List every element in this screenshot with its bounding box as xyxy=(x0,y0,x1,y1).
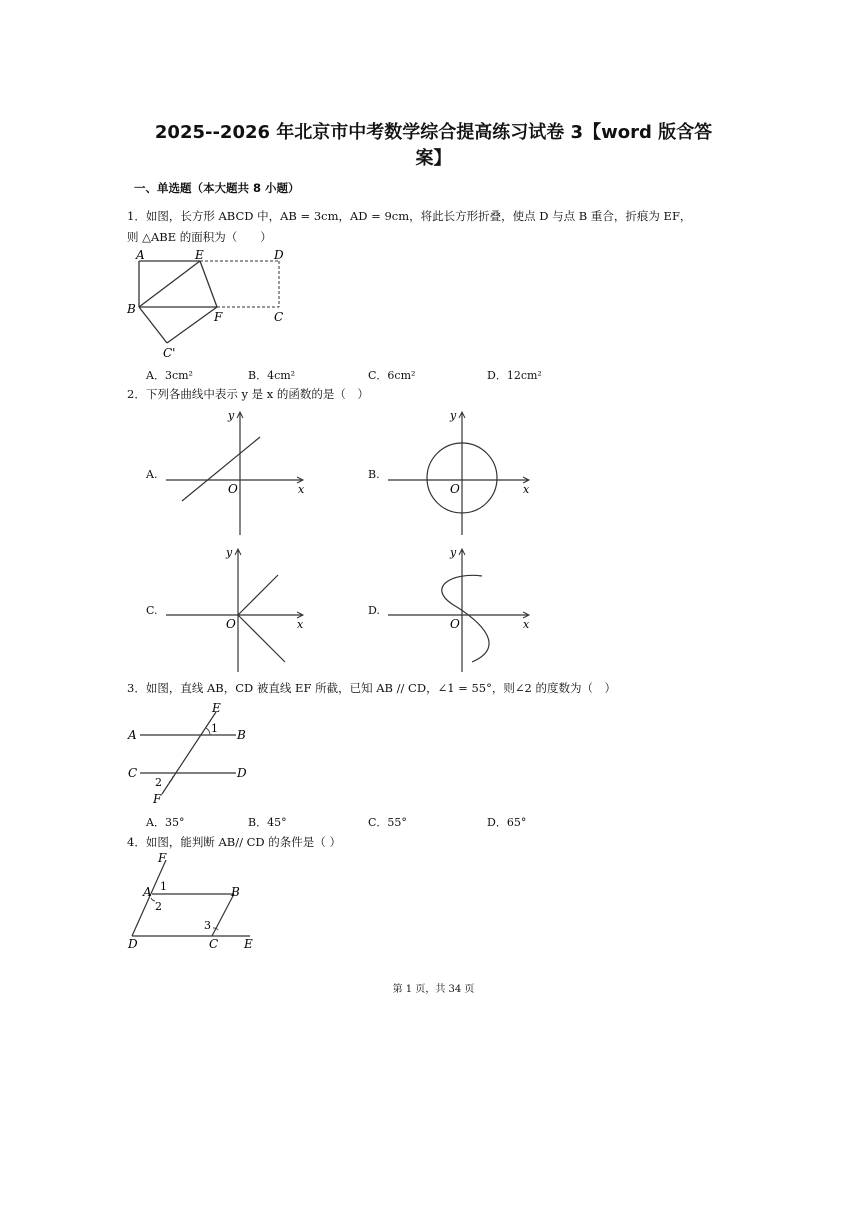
q1-label-f: F xyxy=(214,310,223,324)
q1-label-d: D xyxy=(274,248,284,262)
q2-option-d-letter: D. xyxy=(368,604,380,617)
q1-label-c-prime: C' xyxy=(163,346,176,360)
section-heading: 一、单选题（本大题共 8 小题） xyxy=(134,181,300,195)
q1-label-e: E xyxy=(195,248,204,262)
question-4-figure xyxy=(122,852,262,954)
question-3-text: 3．如图，直线 AB，CD 被直线 EF 所截，已知 AB // CD，∠1 = 55°，则∠2 的度数为（ ） xyxy=(127,681,616,695)
question-4-text: 4．如图，能判断 AB// CD 的条件是（ ） xyxy=(127,835,341,849)
q2c-x-label: x xyxy=(297,618,304,631)
q1-label-a: A xyxy=(136,248,145,262)
question-3-figure xyxy=(124,700,259,810)
q3-label-b: B xyxy=(237,728,246,742)
q3-angle-2: 2 xyxy=(155,776,162,789)
page-title-continued: 案】 xyxy=(415,148,452,169)
q2-graph-d xyxy=(382,542,537,677)
q2b-x-label: x xyxy=(523,483,530,496)
q3-angle-1: 1 xyxy=(211,722,218,735)
q3-option-b: B．45° xyxy=(248,816,287,829)
q1-option-b: B．4cm² xyxy=(248,369,296,382)
q3-label-e: E xyxy=(212,701,221,715)
q2d-y-label: y xyxy=(450,546,457,559)
q2-graph-b xyxy=(382,405,537,540)
question-1-text: 1．如图，长方形 ABCD 中，AB = 3cm，AD = 9cm，将此长方形折叠，使点 D 与点 B 重合，折痕为 EF， xyxy=(127,209,692,223)
q4-label-d: D xyxy=(128,937,138,951)
q3-option-d: D．65° xyxy=(487,816,527,829)
q1-label-c: C xyxy=(274,310,284,324)
q4-angle-2: 2 xyxy=(155,900,162,913)
question-1-figure xyxy=(122,245,297,365)
q2-graph-a xyxy=(160,405,315,540)
q4-label-a: A xyxy=(143,885,152,899)
q3-label-a: A xyxy=(128,728,137,742)
q2d-origin: O xyxy=(450,617,460,631)
q2d-x-label: x xyxy=(523,618,530,631)
q2c-y-label: y xyxy=(226,546,233,559)
q2-graph-c xyxy=(160,542,315,677)
page-footer: 第 1 页，共 34 页 xyxy=(392,984,475,995)
q1-label-b: B xyxy=(127,302,136,316)
q2b-y-label: y xyxy=(450,409,457,422)
q2-option-b-letter: B. xyxy=(368,468,380,481)
question-2-text: 2．下列各曲线中表示 y 是 x 的函数的是（ ） xyxy=(127,387,369,401)
q2c-origin: O xyxy=(226,617,236,631)
q2-option-a-letter: A. xyxy=(146,468,158,481)
q1-option-a: A．3cm² xyxy=(146,369,193,382)
q4-angle-3: 3 xyxy=(204,919,211,932)
page-title: 2025--2026 年北京市中考数学综合提高练习试卷 3【word 版含答 xyxy=(154,122,713,143)
q2a-y-label: y xyxy=(228,409,235,422)
q3-label-d: D xyxy=(237,766,247,780)
q3-label-f: F xyxy=(153,792,162,806)
q2a-x-label: x xyxy=(298,483,305,496)
question-1-text-cont: 则 △ABE 的面积为（ ） xyxy=(127,230,272,244)
q3-option-c: C．55° xyxy=(368,816,407,829)
q4-label-f: F xyxy=(158,852,167,865)
q4-label-b: B xyxy=(231,885,240,899)
q4-angle-1: 1 xyxy=(160,880,167,893)
q2-option-c-letter: C. xyxy=(146,604,158,617)
q1-option-c: C．6cm² xyxy=(368,369,416,382)
q1-option-d: D．12cm² xyxy=(487,369,542,382)
q2a-origin: O xyxy=(228,482,238,496)
q4-label-e: E xyxy=(244,937,253,951)
q2b-origin: O xyxy=(450,482,460,496)
q4-label-c: C xyxy=(209,937,219,951)
q3-option-a: A．35° xyxy=(146,816,185,829)
q3-label-c: C xyxy=(128,766,138,780)
